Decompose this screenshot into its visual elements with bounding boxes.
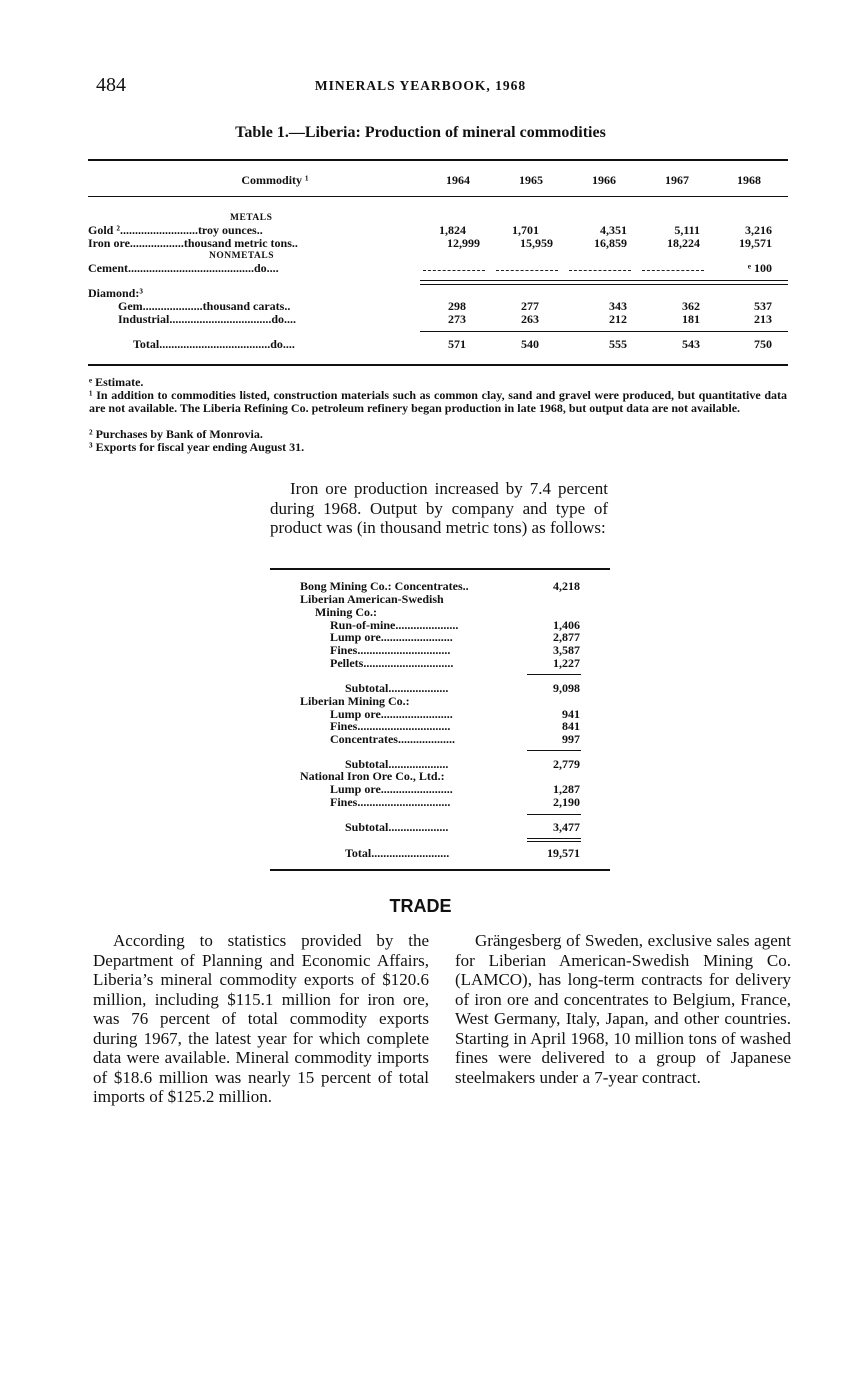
column-header-1965: 1965 bbox=[519, 173, 543, 187]
table-row bbox=[270, 695, 610, 708]
cell: 343 bbox=[609, 299, 627, 313]
table2-bottom-rule bbox=[270, 869, 610, 871]
row-label-gem: Gem....................thousand carats.. bbox=[118, 300, 291, 313]
cell: 19,571 bbox=[739, 236, 772, 250]
no-data-dash bbox=[642, 270, 704, 271]
cell: 19,571 bbox=[547, 846, 580, 860]
cell: 2,877 bbox=[553, 630, 580, 644]
cell: 1,227 bbox=[553, 656, 580, 670]
cell: 12,999 bbox=[447, 236, 480, 250]
table-row bbox=[270, 593, 610, 606]
double-rule-top bbox=[420, 280, 788, 281]
total-double-rule-bottom bbox=[527, 841, 581, 842]
table-title: Table 1.—Liberia: Production of mineral commodities bbox=[235, 124, 606, 141]
cell: 3,216 bbox=[745, 223, 772, 237]
row-label: Lump ore........................ bbox=[330, 783, 453, 796]
table-row bbox=[0, 237, 841, 250]
row-label: National Iron Ore Co., Ltd.: bbox=[300, 770, 445, 783]
table-row bbox=[270, 580, 610, 593]
cell: 16,859 bbox=[594, 236, 627, 250]
cell: 1,287 bbox=[553, 782, 580, 796]
row-label: Bong Mining Co.: Concentrates.. bbox=[300, 580, 469, 593]
intro-paragraph: Iron ore production increased by 7.4 percent during 1968. Output by company and type of product was (in thousand metric tons) as follows: bbox=[270, 479, 608, 537]
row-label-total: Total.....................................do.... bbox=[133, 338, 295, 351]
row-label: Lump ore........................ bbox=[330, 708, 453, 721]
cell: 213 bbox=[754, 312, 772, 326]
cell: 537 bbox=[754, 299, 772, 313]
footnote-1: ¹ In addition to commodities listed, construction materials such as common clay, sand and gravel were produced, but quantitative data are not available. The Liberia Refining Co. petroleum refinery began production in late 1968, but output data are not available. bbox=[89, 388, 787, 415]
running-title: MINERALS YEARBOOK, 1968 bbox=[314, 78, 527, 93]
footnote-estimate: ᵉ Estimate. bbox=[89, 375, 144, 389]
row-label: Subtotal.................... bbox=[345, 821, 449, 834]
cell: 750 bbox=[754, 337, 772, 351]
row-label: Liberian American-Swedish bbox=[300, 593, 444, 606]
double-rule-bottom bbox=[420, 284, 788, 285]
cell: 941 bbox=[562, 707, 580, 721]
row-label: Subtotal.................... bbox=[345, 682, 449, 695]
table-row bbox=[270, 733, 610, 746]
row-label: Pellets.............................. bbox=[330, 657, 454, 670]
trade-paragraph-right: Grängesberg of Sweden, exclusive sales agent for Liberian American-Swedish Mining Co. (LAMCO), has long-term contracts for delivery of iron ore and concentrates to Belgium, France, West Germany, Italy, Japan, and other countries. Starting in April 1968, 10 million tons of washed fines were delivered to a group of Japanese steelmakers under a 7-year contract. bbox=[455, 931, 791, 1087]
cell: 362 bbox=[682, 299, 700, 313]
table-top-rule bbox=[88, 159, 788, 161]
table-row bbox=[270, 682, 610, 695]
total-double-rule-top bbox=[527, 838, 581, 839]
cell: 181 bbox=[682, 312, 700, 326]
table-row bbox=[0, 224, 841, 237]
row-label: Fines............................... bbox=[330, 644, 451, 657]
subtotal-rule bbox=[527, 814, 581, 815]
table-row bbox=[270, 821, 610, 834]
cell: 1,824 bbox=[439, 223, 466, 237]
table-row bbox=[270, 657, 610, 670]
row-label: Run-of-mine..................... bbox=[330, 619, 459, 632]
table-row bbox=[0, 287, 841, 300]
row-label-gold: Gold ²..........................troy ounces.. bbox=[88, 224, 263, 237]
page-number: 484 bbox=[96, 74, 126, 96]
cell: 571 bbox=[448, 337, 466, 351]
column-header-1966: 1966 bbox=[592, 173, 616, 187]
footnote-3: ³ Exports for fiscal year ending August 31. bbox=[89, 440, 305, 454]
row-label-iron-ore: Iron ore..................thousand metric tons.. bbox=[88, 237, 298, 250]
cell: 555 bbox=[609, 337, 627, 351]
cell: 543 bbox=[682, 337, 700, 351]
trade-paragraph-left: According to statistics provided by the Department of Planning and Economic Affairs, Liberia’s mineral commodity exports of $120.6 million, including $115.1 million for iron ore, was 76 percent of total commodity exports during 1967, the latest year for which complete data were available. Mineral commodity imports of $18.6 million was nearly 15 percent of total imports of $125.2 million. bbox=[93, 931, 429, 1106]
section-label-metals: METALS bbox=[230, 213, 273, 223]
cell: 997 bbox=[562, 732, 580, 746]
subtotal-rule bbox=[527, 674, 581, 675]
cell: 841 bbox=[562, 719, 580, 733]
cell: 15,959 bbox=[520, 236, 553, 250]
row-label: Subtotal.................... bbox=[345, 758, 449, 771]
no-data-dash bbox=[496, 270, 558, 271]
column-header-1964: 1964 bbox=[446, 173, 470, 187]
table-row bbox=[270, 796, 610, 809]
cell: 3,477 bbox=[553, 820, 580, 834]
table2-top-rule bbox=[270, 568, 610, 570]
cell: 2,779 bbox=[553, 757, 580, 771]
column-header-commodity: Commodity ¹ bbox=[241, 173, 309, 187]
section-heading-trade: TRADE bbox=[389, 896, 452, 916]
cell: 9,098 bbox=[553, 681, 580, 695]
cell: 273 bbox=[448, 312, 466, 326]
cell: 4,351 bbox=[600, 223, 627, 237]
row-label-diamond: Diamond:³ bbox=[88, 287, 143, 300]
table-row bbox=[0, 338, 841, 351]
row-label-industrial: Industrial..................................do.... bbox=[118, 313, 297, 326]
row-label: Fines............................... bbox=[330, 796, 451, 809]
column-header-1968: 1968 bbox=[737, 173, 761, 187]
header-rule bbox=[88, 196, 788, 197]
total-rule bbox=[420, 331, 788, 332]
row-label-cement: Cement..........................................do.... bbox=[88, 262, 279, 275]
table-row bbox=[0, 300, 841, 313]
cell: 5,111 bbox=[674, 223, 700, 237]
table-row bbox=[270, 847, 610, 860]
table-row bbox=[0, 262, 841, 275]
footnote-2: ² Purchases by Bank of Monrovia. bbox=[89, 427, 263, 441]
row-label: Mining Co.: bbox=[315, 606, 378, 619]
cell: 212 bbox=[609, 312, 627, 326]
row-label: Fines............................... bbox=[330, 720, 451, 733]
table-row bbox=[0, 313, 841, 326]
table-bottom-rule bbox=[88, 364, 788, 366]
cell: 1,406 bbox=[553, 618, 580, 632]
cell: 18,224 bbox=[667, 236, 700, 250]
column-header-1967: 1967 bbox=[665, 173, 689, 187]
cell: 4,218 bbox=[553, 579, 580, 593]
row-label: Liberian Mining Co.: bbox=[300, 695, 410, 708]
cell: 1,701 bbox=[512, 223, 539, 237]
cell: 540 bbox=[521, 337, 539, 351]
cell: 3,587 bbox=[553, 643, 580, 657]
table-row bbox=[270, 720, 610, 733]
section-label-nonmetals: NONMETALS bbox=[209, 251, 275, 261]
cell: 2,190 bbox=[553, 795, 580, 809]
no-data-dash bbox=[569, 270, 631, 271]
row-label: Lump ore........................ bbox=[330, 631, 453, 644]
row-label: Concentrates................... bbox=[330, 733, 455, 746]
cell: ᵉ 100 bbox=[747, 261, 772, 275]
cell: 277 bbox=[521, 299, 539, 313]
cell: 298 bbox=[448, 299, 466, 313]
cell: 263 bbox=[521, 312, 539, 326]
row-label: Total.......................... bbox=[345, 847, 450, 860]
subtotal-rule bbox=[527, 750, 581, 751]
no-data-dash bbox=[423, 270, 485, 271]
